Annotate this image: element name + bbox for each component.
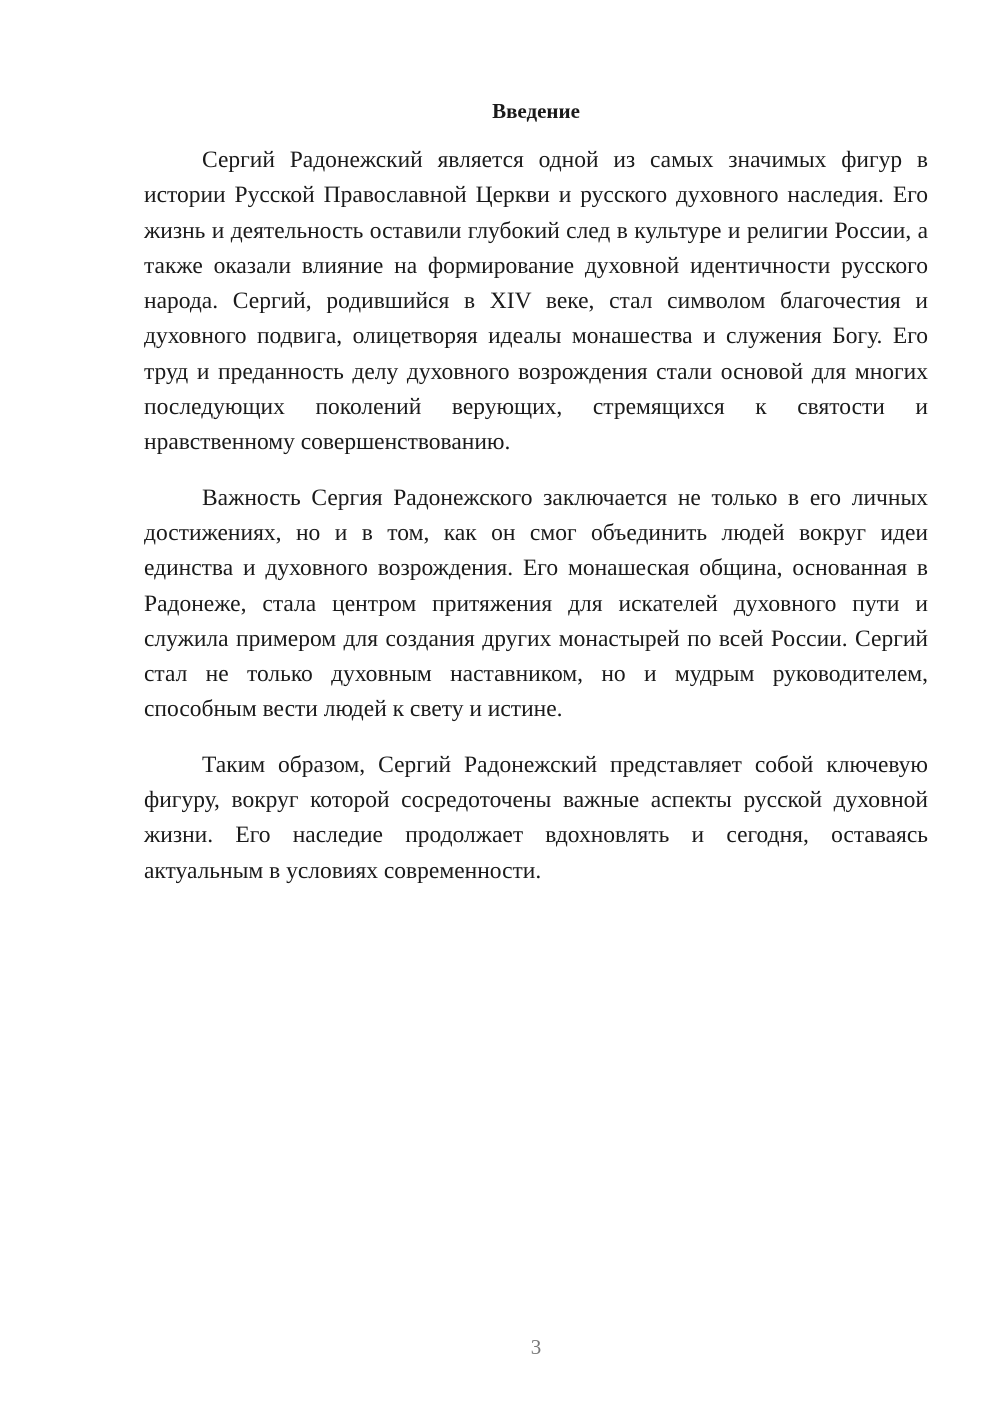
body-text [144,143,928,909]
section-heading: Введение [492,99,580,123]
paragraph-importance: Важность Сергия Радонежского заключается не только в его личных достижениях, но и в том, как он смог объединить людей вокруг идеи единства и духовного возрождения. Его монашеская община, основанная в Радонеже, стала центром притяжения для искателей духовного пути и служила примером для создания других монастырей по всей России. Сергий стал не только духовным наставником, но и мудрым руководителем, способным вести людей к свету и истине. [144,484,928,723]
page-number: 3 [530,1335,542,1359]
paragraph-intro: Сергий Радонежский является одной из самых значимых фигур в истории Русской Православной Церкви и русского духовного наследия. Его жизнь и деятельность оставили глубокий след в культуре и религии России, а также оказали влияние на формирование духовной идентичности русского народа. Сергий, родившийся в XIV веке, стал символом благочестия и духовного подвига, олицетворяя идеалы монашества и служения Богу. Его труд и преданность делу духовного возрождения стали основой для многих последующих поколений верующих, стремящихся к святости и нравственному совершенствованию. [144,147,928,456]
paragraph-conclusion: Таким образом, Сергий Радонежский представляет собой ключевую фигуру, вокруг которой сосредоточены важные аспекты русской духовной жизни. Его наследие продолжает вдохновлять и сегодня, оставаясь актуальным в условиях современности. [144,751,928,884]
